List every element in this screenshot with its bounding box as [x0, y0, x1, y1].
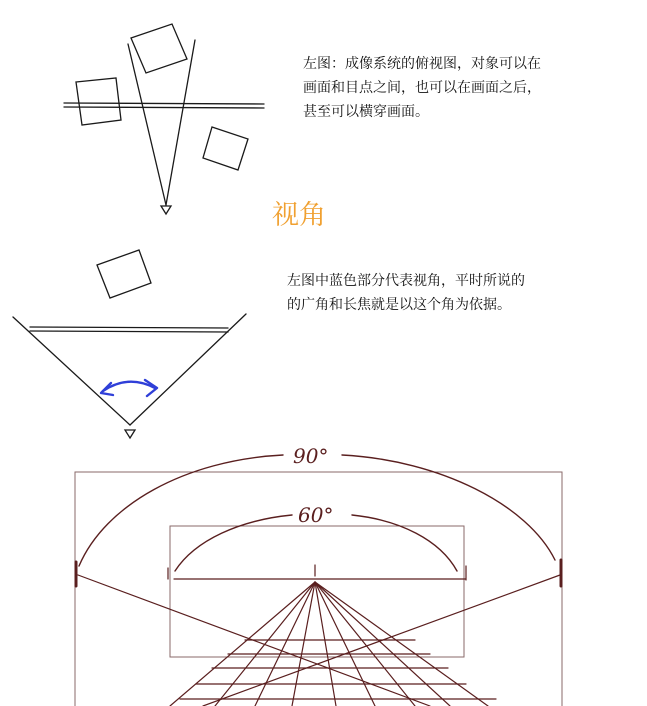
converging-ray: [292, 582, 315, 706]
arc-60-right: [352, 515, 457, 571]
picture-plane-line: [30, 331, 228, 332]
view-line-right: [130, 314, 246, 425]
view-angle-diagram: [13, 250, 246, 438]
arc-60-left: [175, 515, 292, 571]
perspective-grid: [76, 560, 561, 706]
view-angle-note: 左图中蓝色部分代表视角，平时所说的 的广角和长焦就是以这个角为依据。: [287, 273, 525, 313]
object-box-behind-plane: [131, 24, 187, 73]
object-box-outside: [203, 127, 248, 170]
object-box-crossing-plane: [76, 78, 121, 125]
converging-ray: [315, 582, 415, 706]
converging-ray: [215, 582, 315, 706]
object-box-small: [97, 250, 151, 298]
section-title-view-angle: 视角: [272, 200, 326, 231]
converging-ray: [315, 582, 375, 706]
top-view-diagram: [64, 24, 264, 214]
picture-plane-line: [30, 327, 228, 328]
converging-ray: [315, 582, 488, 706]
top-view-note: 左图：成像系统的俯视图，对象可以在 画面和目点之间，也可以在画面之后， 甚至可以横穿画面。: [303, 56, 541, 120]
eye-point-marker: [161, 206, 171, 214]
angle-label-60: 60°: [298, 503, 334, 527]
eye-point-marker: [125, 430, 135, 438]
converging-ray: [315, 582, 336, 706]
arrowhead-right: [145, 380, 157, 396]
converging-ray: [315, 582, 450, 706]
view-angle-arrow: [101, 380, 157, 396]
picture-plane-line: [64, 103, 264, 104]
converging-ray: [170, 582, 315, 706]
arc-90-right: [342, 455, 555, 560]
angle-label-90: 90°: [293, 444, 329, 468]
view-line-left: [13, 317, 130, 425]
picture-plane-line: [64, 107, 264, 108]
